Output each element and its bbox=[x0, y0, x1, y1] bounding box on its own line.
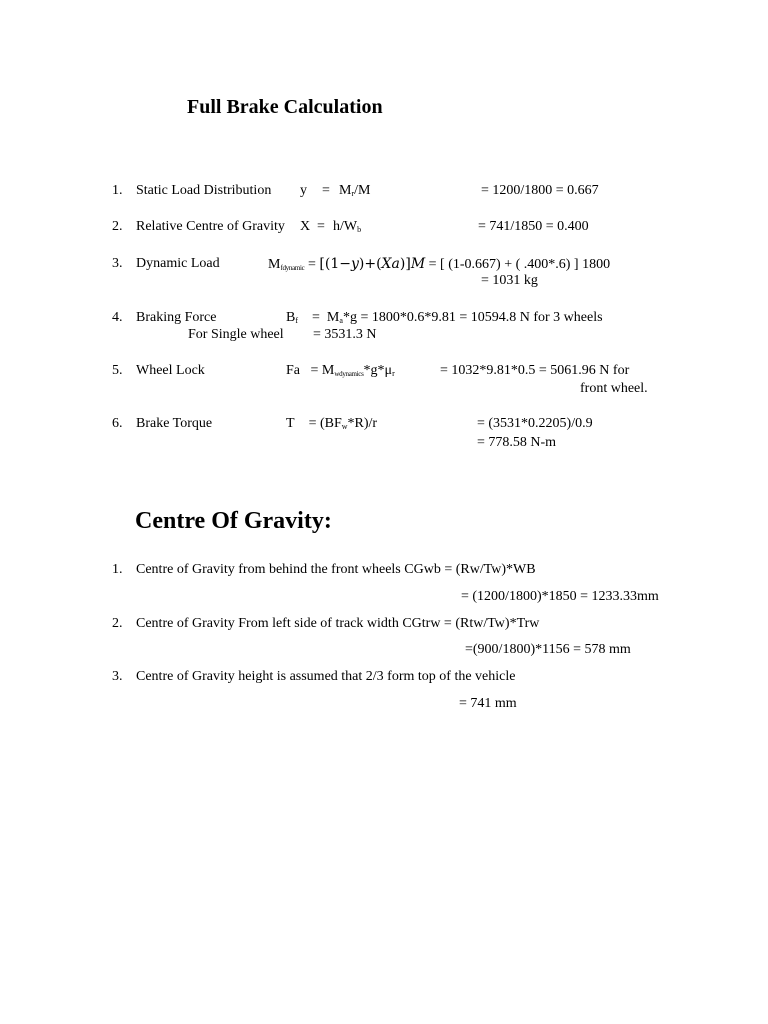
result: = 1032*9.81*0.5 = 5061.96 N for bbox=[440, 363, 630, 378]
item-text: Centre of Gravity height is assumed that 2/3 form top of the vehicle bbox=[136, 669, 516, 684]
item-number: 2. bbox=[112, 219, 123, 234]
formula: Fa = $Mwdynamics*g*\mu_r$ bbox=[286, 363, 395, 378]
section-heading: Centre Of Gravity: bbox=[135, 508, 332, 534]
result: = 1031 kg bbox=[481, 273, 538, 288]
single-wheel-value: = 3531.3 N bbox=[313, 327, 377, 342]
item-label: Braking Force bbox=[136, 310, 217, 325]
equals: = bbox=[322, 183, 330, 198]
item-text: Centre of Gravity from behind the front wheels CGwb = (Rw/Tw)*WB bbox=[136, 562, 536, 577]
item-number: 4. bbox=[112, 310, 123, 325]
item-label: Static Load Distribution bbox=[136, 183, 272, 198]
symbol: y bbox=[300, 183, 307, 198]
result: = (3531*0.2205)/0.9 bbox=[477, 416, 593, 431]
result: =(900/1800)*1156 = 578 mm bbox=[465, 642, 631, 657]
item-number: 3. bbox=[112, 256, 123, 271]
item-number: 3. bbox=[112, 669, 123, 684]
formula: $M_r/M$ bbox=[339, 183, 371, 198]
result: = 1200/1800 = 0.667 bbox=[481, 183, 599, 198]
item-text: Centre of Gravity From left side of track width CGtrw = (Rtw/Tw)*Trw bbox=[136, 616, 540, 631]
formula: $B_f$ = $M_a*g = 1800*0.6*9.81 = 10594.8$ N for 3 wheels bbox=[286, 310, 603, 325]
item-label: Brake Torque bbox=[136, 416, 213, 431]
symbol: X bbox=[300, 219, 311, 234]
item-label: Relative Centre of Gravity bbox=[136, 219, 285, 234]
formula: Mfdynamic = [(1−y)+(Xa)]M = [ (1-0.667) + ( .400*.6) ] 1800 bbox=[268, 256, 611, 272]
item-number: 5. bbox=[112, 363, 123, 378]
math-expression: [(1−y)+(Xa)]M bbox=[319, 256, 426, 272]
item-number: 1. bbox=[112, 183, 123, 198]
formula: T = $(BF_w*R)/r$ bbox=[286, 416, 378, 431]
result: = (1200/1800)*1850 = 1233.33mm bbox=[461, 589, 659, 604]
single-wheel-label: For Single wheel bbox=[188, 327, 284, 342]
result: = 741 mm bbox=[459, 696, 517, 711]
result-continued: = 778.58 N-m bbox=[477, 435, 557, 450]
equals: = bbox=[317, 219, 325, 234]
result: = 741/1850 = 0.400 bbox=[478, 219, 589, 234]
item-number: 6. bbox=[112, 416, 123, 431]
result-continued: front wheel. bbox=[580, 381, 648, 396]
page-title: Full Brake Calculation bbox=[187, 96, 383, 118]
item-number: 2. bbox=[112, 616, 123, 631]
item-label: Wheel Lock bbox=[136, 363, 205, 378]
formula: $h/W_b$ bbox=[333, 219, 362, 234]
item-label: Dynamic Load bbox=[136, 256, 220, 271]
item-number: 1. bbox=[112, 562, 123, 577]
